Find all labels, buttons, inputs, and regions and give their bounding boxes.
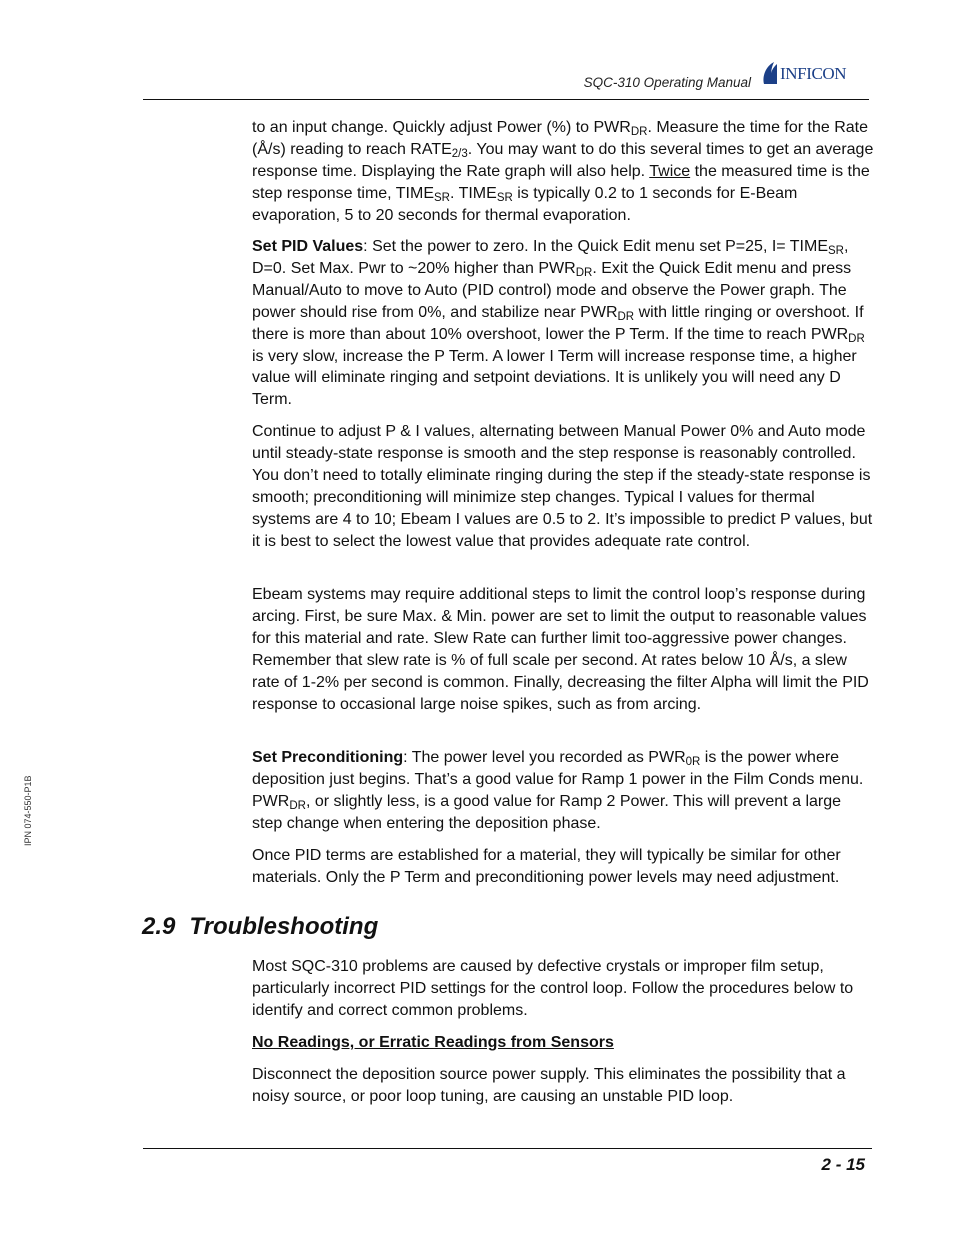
paragraph-disconnect-source: Disconnect the deposition source power supply. This eliminates the possibility that a noisy source, or poor loop tuning, are causing an unstable PID loop. (252, 1066, 846, 1105)
paragraph-response-time: to an input change. Quickly adjust Power (%) to $PWR_{DR}$. Measure the time for the Rate (Å/s) reading to reach $RATE_{2/3}$. You may want to do this several times to get an average response time. Displaying the Rate graph will also help. Twice the measured time is the step response time, $TIME_{SR}$. $TIME_{SR}$ is typically 0.2 to 1 seconds for E-Beam evaporation, 5 to 20 seconds for thermal evaporation. (252, 119, 874, 224)
paragraph-pid-terms: Once PID terms are established for a material, they will typically be similar for other materials. Only the P Term and preconditioning power levels may need adjustment. (252, 847, 841, 886)
section-title: Troubleshooting (189, 913, 379, 940)
inficon-logo (760, 58, 875, 86)
paragraph-adjust-pi: Continue to adjust P & I values, alternating between Manual Power 0% and Auto mode until steady-state response is smooth and the step response is reasonably controlled. You don’t need to totally eliminate ringing during the step if the steady-state response is smooth; preconditioning will minimize step changes. Typical I values for thermal systems are 4 to 10; Ebeam I values are 0.5 to 2. It’s impossible to predict P values, but it is best to select the lowest value that provides adequate rate control. (252, 423, 873, 550)
page-number: 2 - 15 (821, 1155, 865, 1174)
section-heading (142, 913, 378, 941)
ipn-label: IPN 074-550-P1B (23, 775, 33, 846)
paragraph-troubleshooting-intro: Most SQC-310 problems are caused by defective crystals or improper film setup, particularly incorrect PID settings for the control loop. Follow the procedures below to identify and correct common problems. (252, 958, 854, 1019)
paragraph-set-preconditioning: Set Preconditioning: The power level you recorded as $PWR_{0R}$ is the power where deposition just begins. That’s a good value for Ramp 1 power in the Film Conds menu. $PWR_{DR}$, or slightly less, is a good value for Ramp 2 Power. This will prevent a large step change when entering the deposition phase. (252, 749, 864, 832)
subheading-no-readings: No Readings, or Erratic Readings from Sensors (252, 1034, 614, 1051)
footer-divider (143, 1148, 872, 1149)
paragraph-set-pid-values: Set PID Values: Set the power to zero. In the Quick Edit menu set P=25, $I= TIME_{SR}$, D=0. Set Max. Pwr to ~20% higher than $PWR_{DR}$. Exit the Quick Edit menu and press Manual/Auto to move to Auto (PID control) mode and observe the Power graph. The power should rise from 0%, and stabilize near $PWR_{DR}$ with little ringing or overshoot. If there is more than about 10% overshoot, lower the P Term. If the time to reach $PWR_{DR}$ is very slow, increase the P Term. A lower I Term will increase response time, a higher value will eliminate ringing and setpoint deviations. It is unlikely you will need any D Term. (252, 238, 865, 409)
svg-text:INFICON: INFICON (780, 64, 847, 83)
header-divider (143, 99, 869, 100)
paragraph-ebeam: Ebeam systems may require additional steps to limit the control loop’s response during arcing. First, be sure Max. & Min. power are set to limit the output to reasonable values for this material and rate. Slew Rate can further limit too-aggressive power changes. Remember that slew rate is % of full scale per second. At rates below 10 Å/s, a slew rate of 1-2% per second is common. Finally, decreasing the filter Alpha will limit the PID response to occasional large noise spikes, such as from arcing. (252, 586, 869, 713)
manual-title: SQC-310 Operating Manual (583, 75, 751, 90)
section-number: 2.9 (142, 913, 176, 940)
